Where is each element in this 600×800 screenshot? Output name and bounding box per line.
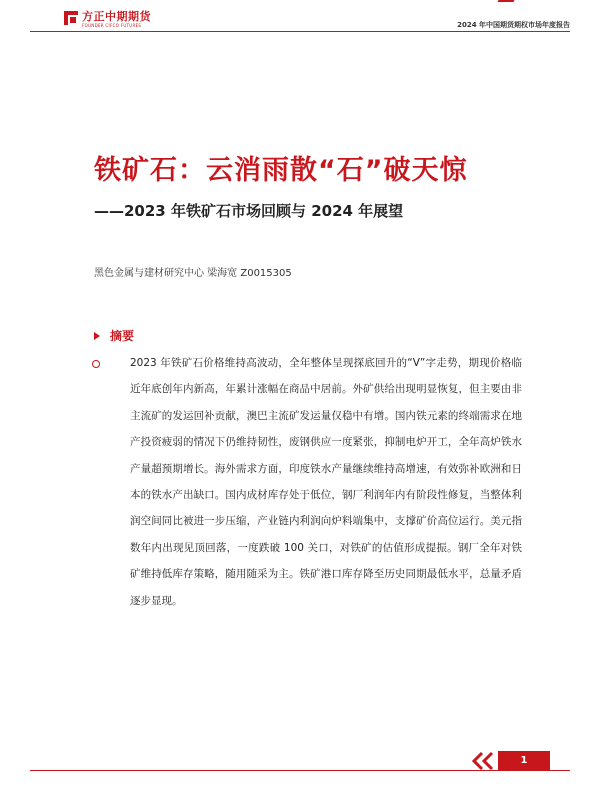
top-decoration (497, 0, 514, 2)
abstract-heading (94, 327, 134, 344)
bullet-circle-icon (92, 360, 100, 368)
arrow-right-icon (94, 332, 100, 340)
header-divider (30, 31, 570, 32)
company-logo (64, 11, 151, 29)
page-number: 1 (498, 751, 550, 771)
author-line: 黑色金属与建材研究中心 梁海宽 Z0015305 (94, 268, 292, 279)
report-name: 2024 年中国期货期权市场年度报告 (457, 21, 570, 29)
logo-name-cn: 方正中期期货 (82, 10, 151, 23)
logo-name-en: FOUNDER CIFCO FUTURES (82, 23, 142, 28)
document-subtitle: ——2023 年铁矿石市场回顾与 2024 年展望 (94, 202, 404, 220)
abstract-paragraph: 2023 年铁矿石价格维持高波动，全年整体呈现探底回升的“V”字走势，期现价格临近年底创年内新高，年累计涨幅在商品中居前。外矿供给出现明显恢复，但主要由非主流矿的发运回补贡献，澳巴主流矿发运量仅稳中有增。国内铁元素的终端需求在地产投资疲弱的情况下仍维持韧性，废钢供应一度紧张，抑制电炉开工，全年高炉铁水产量超预期增长。海外需求方面，印度铁水产量继续维持高增速，有效弥补欧洲和日本的铁水产出缺口。国内成材库存处于低位，钢厂利润年内有阶段性修复，当整体利润空间同比被进一步压缩，产业链内利润向炉料端集中，支撑矿价高位运行。美元指数年内出现见顶回落，一度跌破 100 关口，对铁矿的估值形成提振。钢厂全年对铁矿维持低库存策略，随用随采为主。铁矿港口库存降至历史同期最低水平，总量矛盾逐步显现。 (130, 357, 522, 607)
double-chevron-left-icon (470, 750, 496, 772)
document-title: 铁矿石：云消雨散“石”破天惊 (94, 155, 468, 186)
logo-mark-icon (64, 11, 78, 25)
abstract-label: 摘要 (110, 329, 135, 343)
